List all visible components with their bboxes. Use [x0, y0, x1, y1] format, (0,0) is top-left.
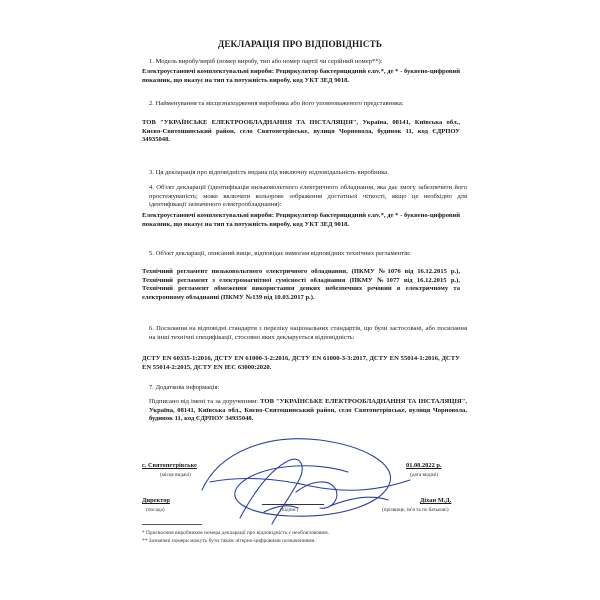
signer-position: Директор: [142, 497, 170, 504]
section-5-value: Технічний регламент низьковольтного електричного обладнання, (ПКМУ №1076 від 16.12.2015 р.), Технічний регламент з електромагнітної сумісності обладнання (ПКМУ №1077 від 16.12.2015 р.), Технічний регламент обмеження використання деяких небезпечних речовин в електричному та електронному обладнанні (ПКМУ №139 від 10.03.2017 р.).: [142, 268, 460, 301]
issue-place-caption: (місце видачі): [160, 472, 191, 478]
issue-date: 01.08.2022 р.: [406, 462, 442, 469]
section-2-label: 2. Найменування та місцезнаходження виробника або його уповноваженого представника:: [149, 100, 404, 107]
footnote-divider: [142, 524, 202, 525]
issue-date-caption: (дата видачі): [410, 472, 439, 478]
signer-position-caption: (посада): [146, 507, 165, 513]
section-5-label: 5. Об'єкт декларації, описаний вище, відповідає вимогам відповідних технічних регламентів:: [149, 250, 411, 257]
section-1-value: Електроустановчі комплектувальні вироби: Рециркулятор бактерицидний е.uv.*, де * - буквено-цифровий показник, що вказує на тип та потужність виробу, код УКТ ЗЕД 9018.: [142, 68, 460, 84]
section-7-label: 7. Додаткова інформація:: [149, 384, 220, 391]
section-6-value: ДСТУ EN 60335-1:2016, ДСТУ EN 61000-3-2:2016, ДСТУ EN 61000-3-3:2017, ДСТУ EN 55014-1:2016, ДСТУ EN 55014-2:2015, ДСТУ EN IEC 63000:2020.: [142, 355, 460, 371]
signer-name-caption: (прізвище, ім'я та по батькові): [382, 507, 449, 513]
signed-value: ТОВ "УКРАЇНСЬКЕ ЕЛЕКТРООБЛАДНАННЯ ТА ІНСТАЛЯЦІЯ", Україна, 08141, Київська обл., Києво-Святошинський район, село Святопетрівське, вулиця Чорновола, будинок 11, код ЄДРПОУ 34935048.: [149, 398, 468, 423]
footnote-1: * Присвоєння виробником номера декларації про відповідність є необов'язковим.: [142, 530, 330, 536]
document-title: ДЕКЛАРАЦІЯ ПРО ВІДПОВІДНІСТЬ: [217, 39, 383, 49]
signer-name: Діхан М.Д.: [420, 497, 452, 504]
signed-prefix: Підписано від імені та за дорученням:: [149, 398, 261, 405]
section-4-label: 4. Об'єкт декларації (ідентифікація низьковольтного електричного обладнання, яка дає змогу забезпечити його простежуваність; може включати кольорове зображення достатньої чіткості, якщо це необхідно для ідентифікації зазначеного електрообладнання):: [149, 184, 467, 209]
issue-place: с. Святопетрівське: [142, 462, 197, 469]
section-6-label: 6. Посилання на відповідні стандарти з переліку національних стандартів, що були застосовані, або посилання на інші технічні специфікації, стосовно яких декларується відповідність:: [149, 325, 467, 341]
section-3-label: 3. Ця декларація про відповідність видана під виключну відповідальність виробника.: [149, 169, 389, 176]
section-1-label: 1. Модель виробу/виріб (номер виробу, тип або номер партії чи серійний номер**):: [149, 58, 383, 65]
footnote-2: ** Зазначені номери можуть бути також літерно-цифровими позначеннями.: [142, 538, 316, 544]
signature-line: [262, 504, 324, 505]
section-2-value: ТОВ "УКРАЇНСЬКЕ ЕЛЕКТРООБЛАДНАННЯ ТА ІНСТАЛЯЦІЯ", Україна, 08141, Київська обл., Києво-Святошинський район, село Святопетрівське, вулиця Чорновола, будинок 11, код ЄДРПОУ 34935048.: [142, 119, 460, 144]
handwritten-signature: [180, 420, 420, 532]
section-4-value: Електроустановчі комплектувальні вироби: Рециркулятор бактерицидний е.uv.*, де * - буквено-цифровий показник, що вказує на тип та потужність виробу, код УКТ ЗЕД 9018.: [142, 212, 460, 228]
signer-sign-caption: (підпис): [280, 507, 299, 513]
